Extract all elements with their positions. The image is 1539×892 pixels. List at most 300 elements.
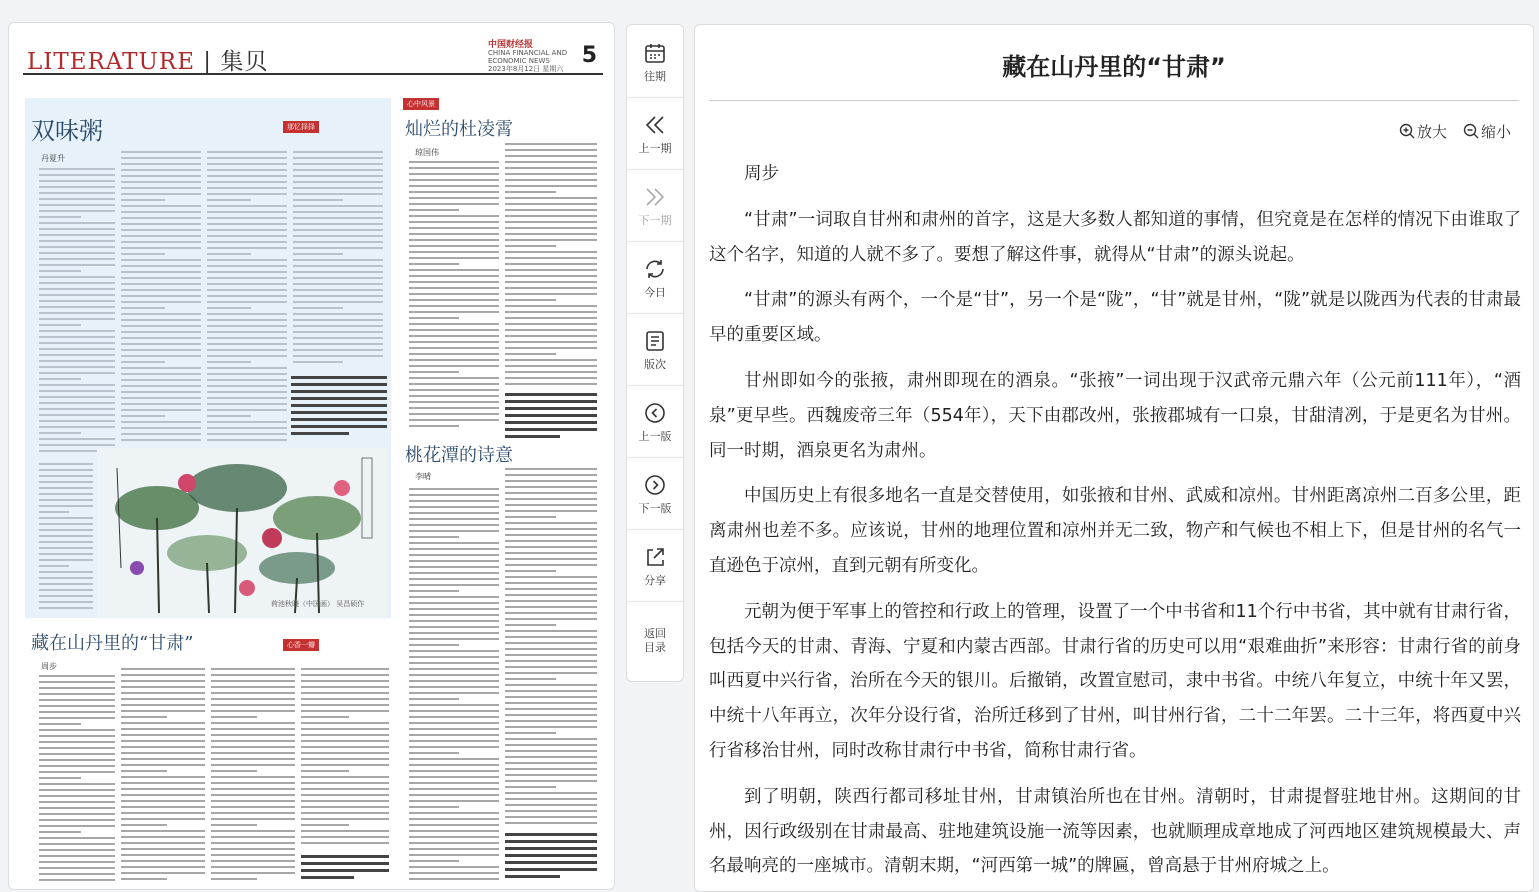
text-line [505, 173, 597, 175]
text-line [39, 348, 115, 350]
text-line [121, 367, 201, 369]
text-line [409, 716, 499, 718]
article-tag: 心中风景 [403, 98, 439, 110]
text-line [505, 780, 597, 782]
text-line [301, 728, 389, 730]
text-line [409, 305, 499, 307]
text-line [409, 419, 499, 421]
text-line [409, 383, 499, 385]
text-line [121, 782, 205, 784]
text-line [505, 630, 597, 632]
article-tag: 那忆择择 [283, 121, 319, 133]
text-line [293, 235, 383, 237]
text-line [409, 806, 459, 808]
text-line [409, 227, 499, 229]
text-line [505, 861, 597, 864]
text-line [409, 812, 499, 814]
text-line [121, 758, 205, 760]
previous-issue-button[interactable]: 上一期 [627, 97, 683, 170]
text-column [207, 151, 287, 447]
text-line [505, 468, 597, 470]
text-line [121, 698, 205, 700]
text-line [505, 854, 597, 857]
back-to-catalog-button[interactable]: 返回目录 [644, 627, 666, 654]
text-line [211, 716, 257, 718]
text-line [505, 768, 597, 770]
text-line [409, 818, 499, 820]
text-line [505, 672, 597, 674]
text-line [207, 307, 251, 309]
text-line [505, 209, 597, 211]
text-line [505, 516, 556, 518]
text-line [505, 365, 597, 367]
text-line [505, 227, 597, 229]
text-line [301, 818, 389, 820]
text-line [505, 714, 597, 716]
text-line [207, 229, 287, 231]
today-button[interactable]: 今日 [627, 241, 683, 314]
side-toolbar [626, 24, 684, 682]
text-line [505, 245, 556, 247]
text-column [39, 675, 115, 885]
article-paragraph: 到了明朝，陕西行都司移址甘州，甘肃镇治所也在甘州。清朝时，甘肃提督驻地甘州。这期间的甘州，因行政级别在甘肃最高、驻地建筑设施一流等因素，也就顺理成章地成了河西地区建筑规模最大、声名最响亮的一座城市。清朝末期，“河西第一城”的牌匾，曾高悬于甘州府城之上。 [709, 786, 1521, 877]
text-line [301, 842, 389, 844]
share-button[interactable]: 分享 [627, 529, 683, 602]
text-line [39, 753, 115, 755]
text-line [39, 541, 93, 543]
text-line [293, 223, 383, 225]
text-column [211, 668, 295, 885]
text-line [121, 674, 205, 676]
text-line [505, 161, 597, 163]
text-line [409, 674, 499, 676]
text-line [293, 205, 383, 207]
page-list-button[interactable]: 版次 [627, 313, 683, 386]
text-line [301, 704, 389, 706]
text-line [409, 167, 499, 169]
text-line [39, 372, 115, 374]
text-line [293, 247, 383, 249]
text-line [207, 265, 287, 267]
text-line [121, 704, 205, 706]
text-line [409, 560, 499, 562]
text-line [301, 770, 349, 772]
text-line [505, 305, 597, 307]
text-line [39, 601, 93, 603]
text-line [409, 377, 499, 379]
text-line [39, 505, 93, 507]
text-line [207, 319, 287, 321]
text-line [207, 379, 287, 381]
text-line [121, 692, 205, 694]
text-line [293, 355, 383, 357]
zoom-in-button[interactable]: 放大 [1399, 121, 1447, 142]
past-issues-button[interactable]: 往期 [627, 25, 683, 98]
article-reader [694, 24, 1534, 892]
text-line [121, 740, 205, 742]
text-line [293, 187, 383, 189]
text-line [301, 824, 349, 826]
text-line [409, 656, 499, 658]
text-line [121, 415, 165, 417]
text-line [121, 752, 205, 754]
text-line [505, 287, 597, 289]
text-line [409, 590, 459, 592]
text-line [505, 594, 597, 596]
text-line [207, 343, 287, 345]
text-line [207, 235, 287, 237]
double-chevron-right-icon [643, 185, 667, 209]
text-line [505, 263, 597, 265]
text-line [39, 234, 115, 236]
text-line [211, 800, 295, 802]
text-line [207, 433, 287, 435]
text-line [39, 475, 93, 477]
text-line [301, 876, 354, 879]
zoom-out-button[interactable]: 缩小 [1463, 121, 1511, 142]
text-line [291, 397, 387, 400]
article-paragraph: “甘肃”一词取自甘州和肃州的首字，这是大多数人都知道的事情，但究竟是在怎样的情况下由谁取了这个名字，知道的人就不多了。要想了解这件事，就得从“甘肃”的源头说起。 [709, 209, 1521, 265]
text-line [39, 318, 115, 320]
text-line [207, 175, 287, 177]
text-line [211, 674, 295, 676]
text-line [505, 377, 597, 379]
text-line [211, 770, 257, 772]
text-line [207, 367, 287, 369]
text-line [505, 792, 597, 794]
text-line [505, 660, 597, 662]
article-title[interactable]: 灿烂的杜凌霄 [405, 119, 513, 140]
text-line [39, 402, 115, 404]
author-note [291, 376, 387, 444]
text-line [301, 806, 389, 808]
text-line [39, 469, 93, 471]
text-line [505, 690, 597, 692]
text-line [293, 337, 383, 339]
text-column [39, 168, 115, 458]
text-line [207, 169, 287, 171]
text-line [121, 301, 201, 303]
page-list-icon [643, 329, 667, 353]
text-column [505, 468, 597, 828]
text-line [121, 710, 205, 712]
text-line [409, 506, 499, 508]
text-line [293, 199, 343, 201]
text-line [505, 810, 597, 812]
painting-caption: 荷池秋晓（中国画） 吴昌硕作 [271, 600, 365, 608]
calendar-icon [643, 41, 667, 65]
text-line [505, 383, 597, 385]
text-line [211, 812, 295, 814]
text-line [121, 427, 201, 429]
text-line [121, 878, 167, 880]
text-line [121, 229, 201, 231]
text-line [409, 353, 499, 355]
text-line [505, 708, 597, 710]
text-line [39, 264, 115, 266]
text-line [211, 686, 295, 688]
article-byline: 琼国伟 [415, 148, 439, 157]
text-line [39, 825, 115, 827]
text-line [409, 848, 499, 850]
text-line [39, 711, 115, 713]
text-line [211, 860, 295, 862]
text-line [39, 699, 115, 701]
text-line [121, 848, 205, 850]
text-line [211, 728, 295, 730]
text-line [211, 740, 295, 742]
text-line [39, 849, 115, 851]
next-issue-button[interactable]: 下一期 [627, 169, 683, 242]
text-line [505, 786, 556, 788]
section-title: LITERATURE | 集贝 [27, 49, 269, 75]
text-line [409, 740, 499, 742]
text-line [409, 704, 499, 706]
text-line [505, 480, 597, 482]
text-line [409, 293, 499, 295]
text-line [121, 217, 201, 219]
text-line [293, 307, 343, 309]
text-line [409, 191, 499, 193]
text-line [301, 746, 389, 748]
text-line [505, 612, 597, 614]
text-line [121, 770, 167, 772]
text-line [409, 245, 499, 247]
text-line [409, 608, 499, 610]
text-line [121, 187, 201, 189]
text-line [207, 253, 251, 255]
text-line [505, 400, 597, 403]
text-line [207, 271, 287, 273]
text-line [293, 361, 343, 363]
text-line [207, 187, 287, 189]
text-line [39, 777, 81, 779]
text-column [39, 463, 93, 613]
text-line [409, 269, 499, 271]
text-line [409, 341, 499, 343]
text-line [505, 498, 597, 500]
text-line [207, 331, 287, 333]
text-line [121, 403, 201, 405]
text-line [121, 223, 201, 225]
text-line [505, 774, 597, 776]
text-line [39, 705, 115, 707]
text-column [293, 151, 383, 371]
text-line [121, 439, 201, 441]
text-line [207, 181, 287, 183]
text-line [39, 204, 115, 206]
text-line [211, 734, 295, 736]
text-line [409, 215, 499, 217]
text-line [39, 420, 115, 422]
text-line [409, 209, 459, 211]
article-byline: 周步 [41, 662, 57, 671]
text-line [211, 722, 295, 724]
text-line [505, 702, 597, 704]
text-line [291, 432, 349, 435]
next-page-button[interactable]: 下一版 [627, 457, 683, 530]
text-line [409, 335, 499, 337]
text-line [39, 571, 93, 573]
text-line [39, 577, 93, 579]
text-line [121, 325, 201, 327]
text-line [291, 404, 387, 407]
text-line [39, 819, 115, 821]
text-line [207, 199, 251, 201]
text-line [121, 205, 201, 207]
text-line [39, 837, 115, 839]
text-line [505, 654, 597, 656]
text-line [207, 295, 287, 297]
text-line [409, 389, 499, 391]
text-line [409, 281, 499, 283]
text-line [293, 295, 383, 297]
text-line [409, 275, 499, 277]
text-line [121, 193, 201, 195]
text-line [505, 275, 597, 277]
text-line [121, 331, 201, 333]
zoom-in-icon [1399, 123, 1415, 139]
text-line [409, 722, 499, 724]
text-line [409, 650, 499, 652]
text-line [409, 686, 499, 688]
text-line [409, 401, 499, 403]
text-line [39, 174, 115, 176]
text-line [301, 794, 389, 796]
text-line [409, 197, 499, 199]
text-line [39, 529, 93, 531]
article-title[interactable]: 桃花潭的诗意 [405, 445, 513, 466]
text-line [39, 414, 115, 416]
text-line [505, 678, 556, 680]
text-line [409, 536, 459, 538]
text-line [211, 878, 257, 880]
text-line [121, 806, 205, 808]
text-line [409, 257, 499, 259]
text-line [39, 246, 115, 248]
text-line [211, 776, 295, 778]
text-line [505, 341, 597, 343]
text-line [409, 395, 499, 397]
text-line [39, 723, 81, 725]
text-line [211, 746, 295, 748]
text-line [39, 813, 115, 815]
text-line [207, 421, 287, 423]
text-line [39, 180, 115, 182]
text-line [39, 438, 115, 440]
text-line [505, 221, 597, 223]
text-line [39, 795, 115, 797]
text-line [39, 493, 93, 495]
text-line [505, 149, 597, 151]
text-line [505, 293, 597, 295]
text-line [207, 247, 287, 249]
text-line [121, 265, 201, 267]
newspaper-page[interactable] [8, 22, 615, 890]
text-line [409, 161, 499, 163]
text-line [39, 198, 115, 200]
text-line [211, 806, 295, 808]
text-line [39, 717, 115, 719]
text-line [293, 175, 383, 177]
text-line [505, 528, 597, 530]
text-line [409, 692, 499, 694]
text-line [505, 720, 597, 722]
text-line [293, 229, 383, 231]
text-line [39, 523, 93, 525]
text-line [39, 681, 115, 683]
author-note [301, 855, 389, 885]
text-line [39, 192, 115, 194]
article-title: 藏在山丹里的“甘肃” [1002, 53, 1226, 81]
text-line [505, 428, 597, 431]
text-line [39, 300, 115, 302]
text-line [207, 301, 287, 303]
text-line [505, 618, 597, 620]
text-line [505, 191, 556, 193]
text-line [291, 425, 387, 428]
text-line [207, 205, 287, 207]
text-line [39, 771, 115, 773]
text-line [207, 277, 287, 279]
text-line [207, 313, 287, 315]
text-line [505, 269, 597, 271]
text-line [505, 167, 597, 169]
text-line [211, 872, 295, 874]
text-line [207, 259, 287, 261]
text-line [39, 228, 115, 230]
text-line [505, 833, 597, 836]
text-line [505, 179, 597, 181]
text-line [39, 366, 115, 368]
text-line [207, 223, 287, 225]
article-author: 周步 [744, 164, 779, 184]
text-line [121, 746, 205, 748]
text-line [505, 540, 597, 542]
text-line [505, 576, 597, 578]
text-line [301, 764, 389, 766]
text-line [121, 151, 201, 153]
text-line [211, 818, 295, 820]
text-line [409, 728, 499, 730]
text-line [39, 481, 93, 483]
text-line [409, 626, 499, 628]
text-line [39, 499, 93, 501]
text-line [39, 186, 115, 188]
text-line [121, 355, 201, 357]
text-line [409, 788, 499, 790]
article-title[interactable]: 藏在山丹里的“甘肃” [31, 633, 194, 654]
text-line [207, 403, 287, 405]
text-line [207, 373, 287, 375]
text-line [39, 783, 115, 785]
text-line [409, 698, 459, 700]
text-line [39, 535, 93, 537]
text-line [409, 800, 499, 802]
text-line [39, 801, 115, 803]
zoom-out-icon [1463, 123, 1479, 139]
text-column [409, 161, 499, 431]
text-line [39, 252, 115, 254]
text-line [505, 847, 597, 850]
text-line [301, 869, 389, 872]
text-line [505, 510, 597, 512]
refresh-icon [643, 257, 667, 281]
text-line [301, 776, 389, 778]
previous-page-button[interactable]: 上一版 [627, 385, 683, 458]
text-line [207, 385, 287, 387]
text-line [121, 283, 201, 285]
